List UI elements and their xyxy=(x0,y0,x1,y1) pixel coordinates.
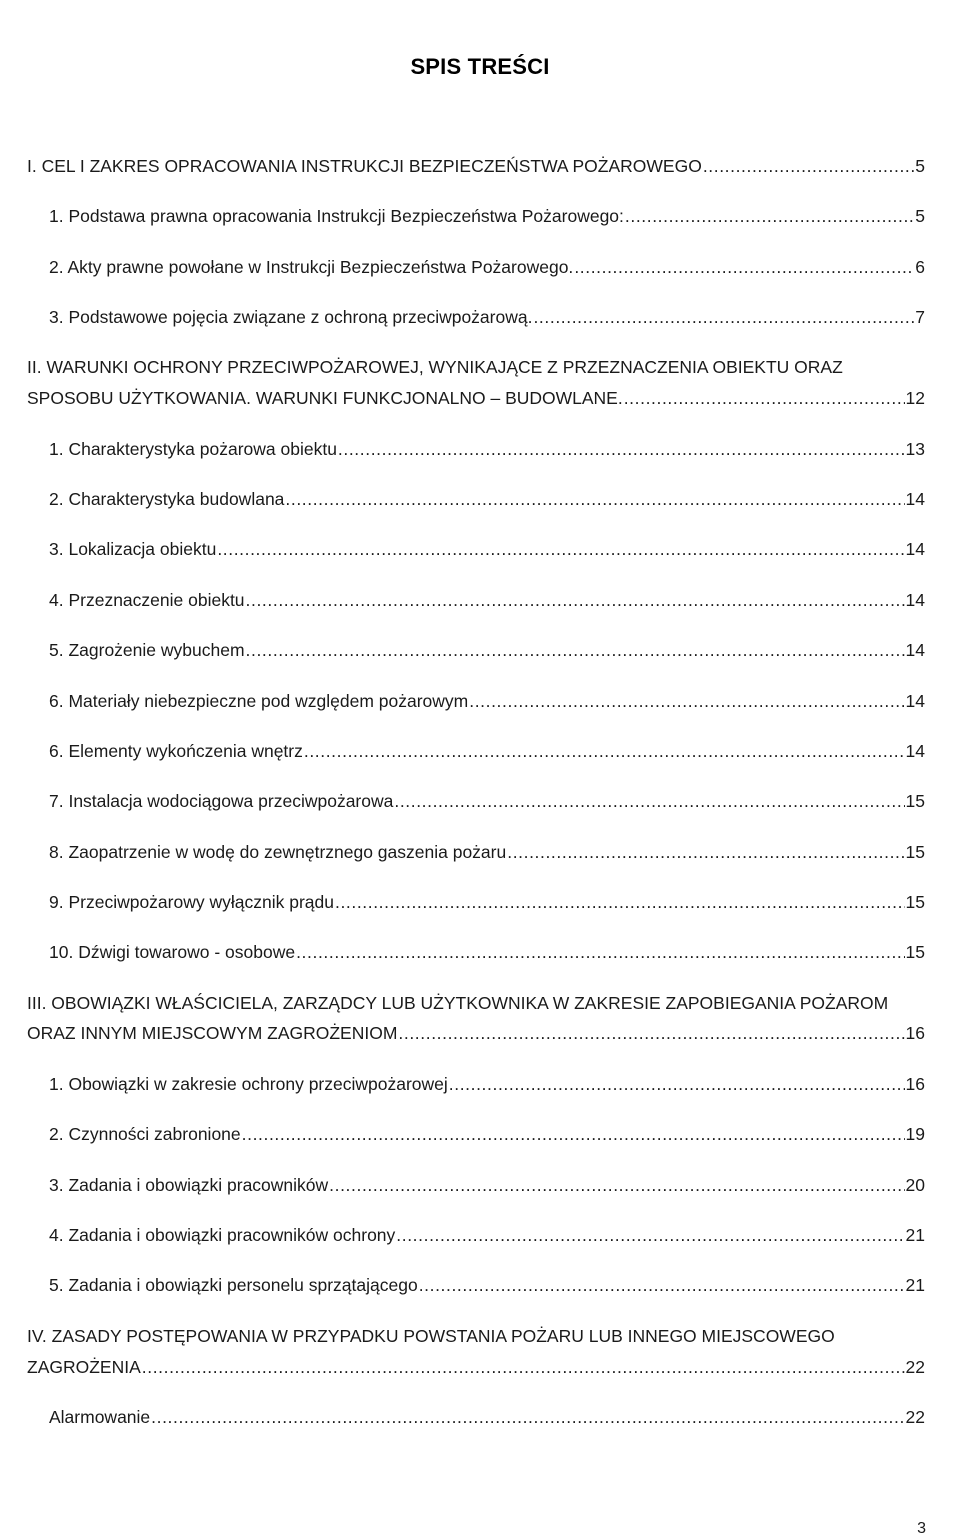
toc-entry-page: 22 xyxy=(905,1407,925,1427)
toc-entry[interactable] xyxy=(49,304,925,330)
toc-entry-page: 16 xyxy=(905,1074,925,1094)
toc-entry-label: 1. Obowiązki w zakresie ochrony przeciwpożarowej xyxy=(49,1074,448,1094)
toc-entry-label: Alarmowanie xyxy=(49,1407,151,1427)
toc-entry-page: 14 xyxy=(905,539,925,559)
toc-dot-leader xyxy=(335,889,905,915)
toc-dot-leader xyxy=(396,1222,904,1248)
toc-entry-page: 21 xyxy=(905,1225,925,1245)
toc-entry-label: 6. Materiały niebezpieczne pod względem pożarowym xyxy=(49,691,469,711)
toc-dot-leader xyxy=(703,153,914,179)
toc-entry[interactable] xyxy=(49,637,925,663)
toc-entry-label: 1. Podstawa prawna opracowania Instrukcji Bezpieczeństwa Pożarowego: xyxy=(49,206,624,226)
toc-dot-leader xyxy=(217,536,904,562)
toc-entry[interactable] xyxy=(27,1020,925,1046)
toc-dot-leader xyxy=(574,254,914,280)
toc-entry[interactable] xyxy=(27,385,925,411)
toc-entry-page: 7 xyxy=(915,307,925,327)
toc-entry[interactable] xyxy=(49,436,925,462)
toc-entry-page: 16 xyxy=(905,1023,925,1043)
toc-entry[interactable] xyxy=(49,1272,925,1298)
toc-entry-page: 21 xyxy=(905,1275,925,1295)
toc-entry-label: I. CEL I ZAKRES OPRACOWANIA INSTRUKCJI BEZPIECZEŃSTWA POŻAROWEGO xyxy=(27,156,702,176)
toc-dot-leader xyxy=(449,1071,905,1097)
toc-entry[interactable] xyxy=(49,1121,925,1147)
toc-entry-label: 1. Charakterystyka pożarowa obiektu xyxy=(49,439,337,459)
toc-entry-label: 2. Czynności zabronione xyxy=(49,1124,241,1144)
toc-dot-leader xyxy=(533,304,914,330)
toc-dot-leader xyxy=(419,1272,905,1298)
toc-entry-label: ZAGROŻENIA xyxy=(27,1357,141,1377)
toc-entry[interactable] xyxy=(49,536,925,562)
toc-entry-page: 5 xyxy=(915,206,925,226)
toc-entry-page: 14 xyxy=(905,640,925,660)
toc-entry-page: 15 xyxy=(905,892,925,912)
toc-entry-label: 3. Podstawowe pojęcia związane z ochroną przeciwpożarową. xyxy=(49,307,533,327)
toc-entry-page: 12 xyxy=(905,388,925,408)
toc-dot-leader xyxy=(507,839,904,865)
toc-dot-leader xyxy=(285,486,904,512)
toc-entry[interactable] xyxy=(27,1354,925,1380)
toc-entry[interactable] xyxy=(49,788,925,814)
toc-dot-leader xyxy=(394,788,904,814)
toc-entry[interactable] xyxy=(49,1172,925,1198)
toc-entry-page: 14 xyxy=(905,741,925,761)
toc-dot-leader xyxy=(338,436,905,462)
toc-entry-page: 5 xyxy=(915,156,925,176)
toc-entry[interactable] xyxy=(49,486,925,512)
toc-entry-label: 7. Instalacja wodociągowa przeciwpożarowa xyxy=(49,791,394,811)
toc-entry-label: 2. Charakterystyka budowlana xyxy=(49,489,285,509)
toc-entry-page: 20 xyxy=(905,1175,925,1195)
toc-dot-leader xyxy=(246,587,905,613)
toc-entry-page: 15 xyxy=(905,942,925,962)
toc-entry-label-line1[interactable]: II. WARUNKI OCHRONY PRZECIWPOŻAROWEJ, WYNIKAJĄCE Z PRZEZNACZENIA OBIEKTU ORAZ xyxy=(27,357,843,377)
toc-entry[interactable] xyxy=(49,939,925,965)
toc-entry-label: 10. Dźwigi towarowo - osobowe xyxy=(49,942,296,962)
toc-entry[interactable] xyxy=(49,1404,925,1430)
toc-dot-leader xyxy=(469,688,904,714)
toc-entry-label: 4. Zadania i obowiązki pracowników ochrony xyxy=(49,1225,396,1245)
toc-dot-leader xyxy=(624,385,905,411)
toc-entry-page: 22 xyxy=(905,1357,925,1377)
toc-dot-leader xyxy=(304,738,905,764)
toc-entry-label: 2. Akty prawne powołane w Instrukcji Bezpieczeństwa Pożarowego. xyxy=(49,257,574,277)
toc-dot-leader xyxy=(329,1172,904,1198)
toc-entry[interactable] xyxy=(49,738,925,764)
toc-entry[interactable] xyxy=(49,688,925,714)
toc-entry-page: 15 xyxy=(905,791,925,811)
toc-entry-page: 15 xyxy=(905,842,925,862)
toc-entry[interactable] xyxy=(49,587,925,613)
toc-dot-leader xyxy=(296,939,904,965)
toc-dot-leader xyxy=(625,203,914,229)
toc-entry-label: 4. Przeznaczenie obiektu xyxy=(49,590,245,610)
toc-entry-label: 8. Zaopatrzenie w wodę do zewnętrznego gaszenia pożaru xyxy=(49,842,507,862)
footer-page-number: 3 xyxy=(917,1520,926,1537)
toc-entry[interactable] xyxy=(49,839,925,865)
toc-entry-label-line1[interactable]: IV. ZASADY POSTĘPOWANIA W PRZYPADKU POWSTANIA POŻARU LUB INNEGO MIEJSCOWEGO xyxy=(27,1326,835,1346)
toc-entry[interactable] xyxy=(49,1071,925,1097)
toc-dot-leader xyxy=(151,1404,904,1430)
toc-dot-leader xyxy=(142,1354,905,1380)
toc-entry-label-line1[interactable]: III. OBOWIĄZKI WŁAŚCICIELA, ZARZĄDCY LUB UŻYTKOWNIKA W ZAKRESIE ZAPOBIEGANIA POŻAROM xyxy=(27,993,889,1013)
toc-entry[interactable] xyxy=(27,153,925,179)
toc-entry[interactable] xyxy=(49,203,925,229)
toc-entry-page: 19 xyxy=(905,1124,925,1144)
page-title: SPIS TREŚCI xyxy=(410,54,550,79)
toc-dot-leader xyxy=(246,637,905,663)
toc-entry-page: 6 xyxy=(915,257,925,277)
toc-entry-label: 5. Zadania i obowiązki personelu sprzątającego xyxy=(49,1275,418,1295)
toc-entry-label: 3. Zadania i obowiązki pracowników xyxy=(49,1175,329,1195)
toc-entry-label: ORAZ INNYM MIEJSCOWYM ZAGROŻENIOM xyxy=(27,1023,398,1043)
toc-dot-leader xyxy=(398,1020,904,1046)
toc-entry-label: 3. Lokalizacja obiektu xyxy=(49,539,217,559)
toc-entry[interactable] xyxy=(49,889,925,915)
toc-entry-page: 13 xyxy=(905,439,925,459)
toc-entry[interactable] xyxy=(49,254,925,280)
toc-entry-label: 9. Przeciwpożarowy wyłącznik prądu xyxy=(49,892,334,912)
toc-entry-page: 14 xyxy=(905,590,925,610)
toc-dot-leader xyxy=(242,1121,905,1147)
toc-entry-page: 14 xyxy=(905,489,925,509)
toc-entry-page: 14 xyxy=(905,691,925,711)
toc-entry-label: SPOSOBU UŻYTKOWANIA. WARUNKI FUNKCJONALNO – BUDOWLANE. xyxy=(27,388,623,408)
toc-entry[interactable] xyxy=(49,1222,925,1248)
toc-entry-label: 6. Elementy wykończenia wnętrz xyxy=(49,741,303,761)
toc-entry-label: 5. Zagrożenie wybuchem xyxy=(49,640,245,660)
